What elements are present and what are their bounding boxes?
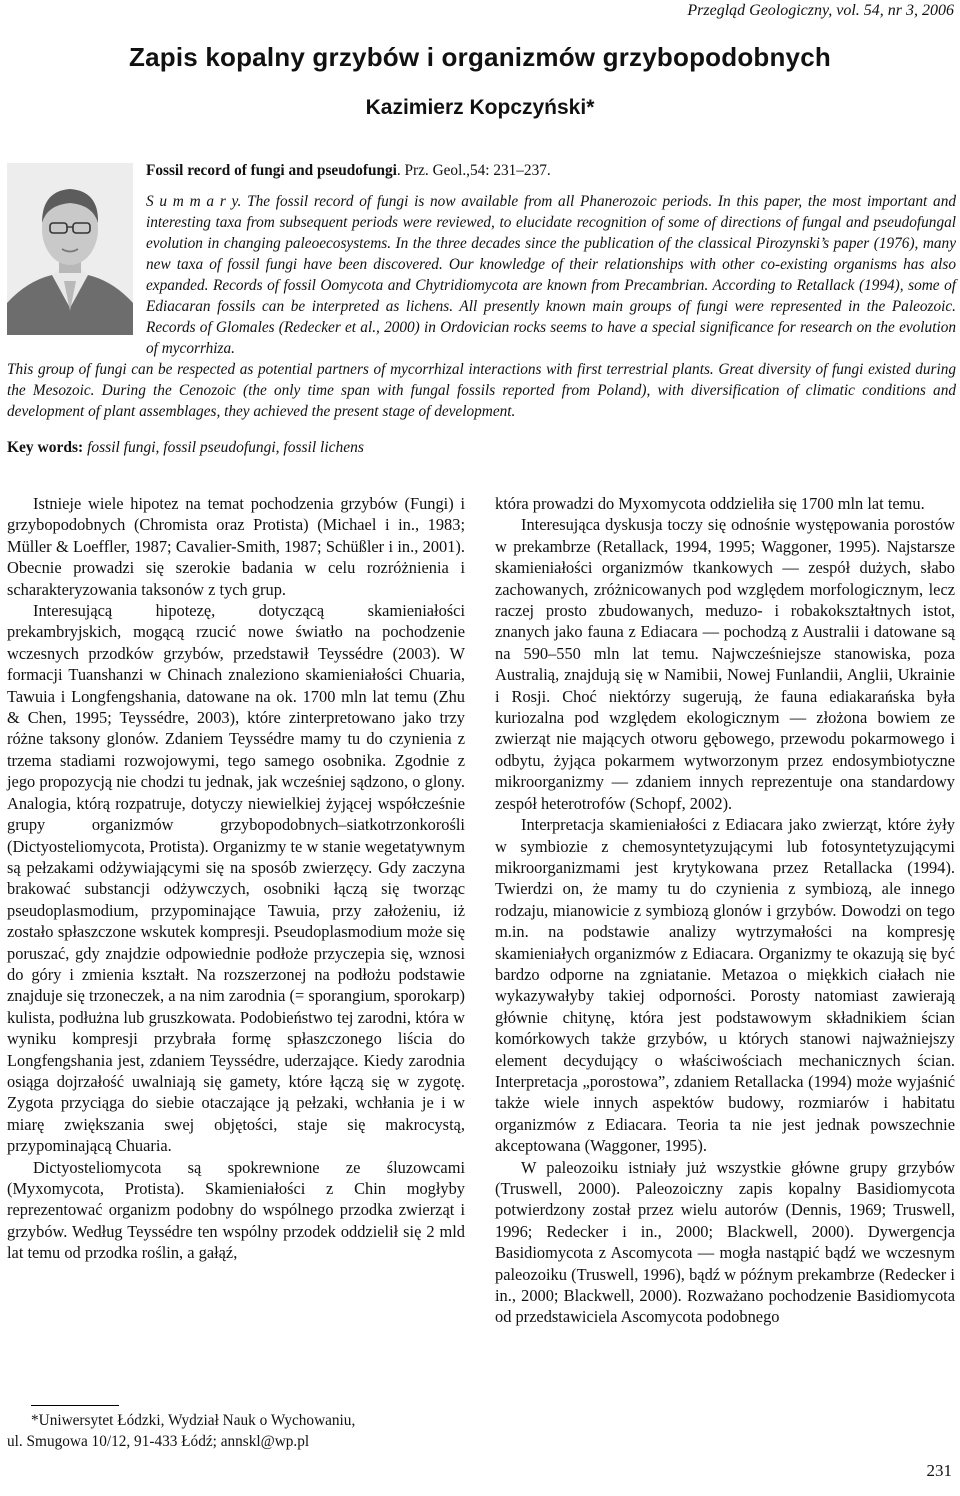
body-column-left — [7, 493, 465, 1264]
citation-title: Fossil record of fungi and pseudofungi — [146, 162, 397, 179]
summary-text: The fossil record of fungi is now available from all Phanerozoic periods. In this paper, the most important and interesting taxa from subsequent periods were reviewed, to elucidate recognition of some of directions of fungal and pseudofungal evolution in changing paleoecosystems. In the three decades since the publication of the classical Pirozynski’s paper (1976), many new taxa of fossil fungi have been discovered. Our knowledge of their relationships with other co-existing organisms has also expanded. Records of fossil Oomycota and Chytridiomycota are known from Precambrian. According to Retallack (1994), some of Ediacaran fossils can be interpreted as lichens. All presently known main groups of fungi were represented in the Paleozoic. Records of Glomales (Redecker et al., 2000) in Ordovician rocks seems to have a special significance for research on the evolution of mycorrhiza. — [146, 193, 956, 357]
keywords — [7, 439, 364, 457]
paragraph: Dictyosteliomycota są spokrewnione ze śluzowcami (Myxomycota, Protista). Skamieniałości z Chin mogłyby reprezentować organizm podobny do wspólnego przodka zwierząt i grzybów. Według Teyssédre ten wspólny przodek oddzielił się 2 mld lat temu od przodka roślin, a gałąź, — [7, 1157, 465, 1263]
citation — [7, 160, 956, 181]
paragraph: Interesującą hipotezę, dotyczącą skamieniałości prekambryjskich, mogącą rzucić nowe światło na pochodzenie wczesnych przodków grzybów, przedstawił Teyssédre (2003). W formacji Tuanshanzi w Chinach znaleziono skamieniałości Chuaria, Tawuia i Longfengshania, datowane na ok. 1700 mln lat temu (Zhu & Chen, 1995; Teyssédre, 2003), które zinterpretowano jako trzy różne taksony glonów. Zdaniem Teyssédre mamy tu do czynienia z trzema stadiami rozwojowymi, tego samego osobnika. Zgodnie z jego propozycją nie chodzi tu jednak, jak wcześniej sądzono, o glony. Analogia, którą rozpatruje, dotyczy niewielkiej żyjącej współcześnie grupy organizmów grzybopodobnych–siatkotrzonkorośli (Dictyosteliomycota, Protista). Organizmy te w stanie wegetatywnym są pełzakami odżywiającymi się na sposób zwierzęcy. Gdy zaczyna brakować substancji odżywczych, osobniki łączą się tworząc pseudoplasmodium, przypominające Tawuia, przy założeniu, iż zostało spłaszczone wskutek kompresji. Pseudoplasmodium może się poruszać, gdy znajdzie odpowiednie podłoże przyczepia się, wznosi do góry i zmienia kształt. Na rozszerzonej na podłożu podstawie znajduje się trzoneczek, a na nim zarodnia (= sporangium, sporokarp) kulista, podłużna lub gruszkowata. Podobieństwo tej zarodni, która w wyniku kompresji przybrała formę spłaszczonego liścia do Longfengshania jest, zdaniem Teyssédre, uderzające. Kiedy zarodnia osiąga dojrzałość uwalniają się gamety, które łączą się w zygotę. Zygota przyciąga do siebie otaczające ją pełzaki, wchłania je i w miarę zwiększania swej objętości, staje się makrocystą, przypominającą Chuaria. — [7, 601, 465, 1156]
citation-rest: . Prz. Geol.,54: 231–237. — [396, 162, 551, 179]
abstract — [7, 160, 956, 422]
footnote — [7, 1410, 467, 1452]
paragraph: Istnieje wiele hipotez na temat pochodzenia grzybów (Fungi) i grzybopodobnych (Chromista oraz Protista) (Michael i in., 1983; Müller & Loeffler, 1987; Cavalier-Smith, 1987; Schüßler i in., 2001). Obecnie prowadzi się szerokie badania w celu rozróżnienia i scharakteryzowania taksonów z tych grup. — [7, 494, 465, 599]
summary-continued: This group of fungi can be respected as potential partners of mycorrhizal interactions with first terrestrial plants. Great diversity of fungi existed during the Mesozoic. During the Cenozoic (the only time span with fungal fossils reported from Poland), with diversification of climatic conditions and development of plant assemblages, they achieved the present stage of development. — [7, 361, 956, 420]
article-title: Zapis kopalny grzybów i organizmów grzybopodobnych — [129, 42, 831, 72]
body-column-right — [495, 493, 955, 1328]
page-number: 231 — [926, 1461, 952, 1480]
summary — [7, 191, 956, 359]
article-author: Kazimierz Kopczyński* — [365, 96, 595, 119]
journal-header: Przegląd Geologiczny, vol. 54, nr 3, 2006 — [687, 2, 954, 19]
paragraph: Interesująca dyskusja toczy się odnośnie występowania porostów w prekambrze (Retallack, 1994, 1995; Waggoner, 1995). Najstarsze skamieniałości organizmów tkankowych — zespół dużych, słabo zachowanych, zróżnicowanych pod względem morfologicznym, lecz raczej prosto zbudowanych, meduzo- i robakokształtnych istot, znanych jako fauna z Ediacara — pochodzą z Australii i datowane są na 590–550 mln lat temu. Najwcześniejsze stanowiska, poza Australią, znajdują się w Namibii, Nowej Funlandii, Anglii, Ukrainie i Rosji. Choć niektórzy sugerują, że fauna ediakarańska była kuriozalna pod względem ekologicznym — złożona bowiem ze zwierząt nie mających otworu gębowego, przewodu pokarmowego i odbytu, żyjąca pokarmem wytworzonym przez endosymbiotyczne mikroorganizmy — zdaniem innych reprezentuje ona standardowy zespół heterotrofów (Schopf, 2002). — [495, 515, 955, 813]
footnote-affiliation: *Uniwersytet Łódzki, Wydział Nauk o Wychowaniu, — [31, 1412, 356, 1429]
summary-label: S u m m a r y. — [146, 193, 242, 210]
paragraph: W paleozoiku istniały już wszystkie główne grupy grzybów (Truswell, 2000). Paleozoiczny zapis kopalny Basidiomycota potwierdzony został przez wielu autorów (Dennis, 1969; Truswell, 1996; Redecker i in., 2000; Blackwell, 2000). Dywergencja Basidiomycota z Ascomycota — mogła nastąpić bądź we wczesnym paleozoiku (Truswell, 1996), bądź w późnym prekambrze (Redecker i in., 2000; Blackwell, 2000). Rozważano pochodzenie Basidiomycota od przedstawiciela Ascomycota podobnego — [495, 1157, 955, 1327]
keywords-text: fossil fungi, fossil pseudofungi, fossil lichens — [87, 439, 364, 456]
keywords-label: Key words: — [7, 439, 84, 456]
footnote-rule — [31, 1405, 119, 1406]
paragraph: Interpretacja skamieniałości z Ediacara jako zwierząt, które żyły w symbiozie z chemosyntetyzującymi lub fotosyntetyzującymi mikroorganizmami jest krytykowana przez Retallacka (1994). Twierdzi on, że mamy tu do czynienia z symbiozą, ale innego rodzaju, mianowicie z symbiozą glonów i grzybów. Dowodzi on tego m.in. na podstawie analizy wytrzymałości na kompresję skamieniałych organizmów z Ediacara. Organizmy te okazują się być bardzo odporne na zgniatanie. Metazoa o miękkich ciałach nie wykazywałyby takiej odporności. Porosty natomiast zawierają głównie chitynę, która jest podstawowym składnikiem ścian komórkowych także grzybów, u których stanowi najważniejszy element decydujący o właściwościach mechanicznych ścian. Interpretacja „porostowa”, zdaniem Retallacka (1994) może wyjaśnić także wiele innych aspektów budowy, rozmiarów i habitatu organizmów z Ediacara. Teoria ta nie jest jednak powszechnie akceptowana (Waggoner, 1995). — [495, 815, 955, 1156]
footnote-address: ul. Smugowa 10/12, 91-433 Łódź; annskl@wp.pl — [7, 1433, 310, 1450]
paragraph: która prowadzi do Myxomycota oddzieliła się 1700 mln lat temu. — [495, 494, 925, 513]
